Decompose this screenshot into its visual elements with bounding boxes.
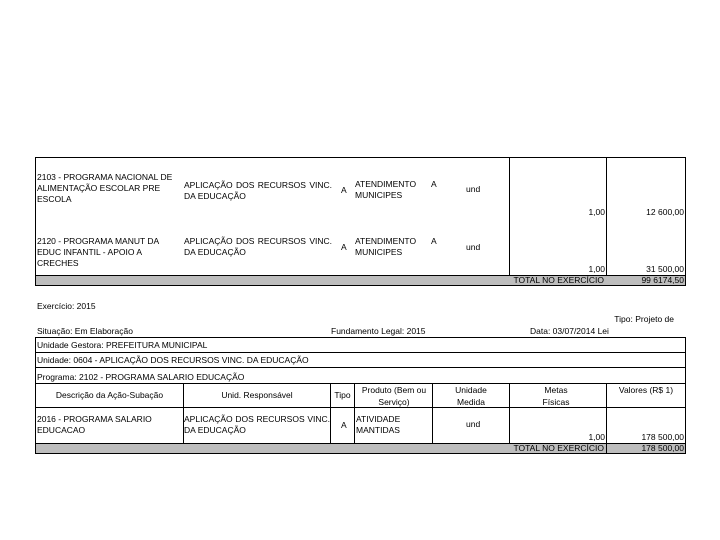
total-label: TOTAL NO EXERCÍCIO xyxy=(513,275,604,285)
table-row-program: 2103 - PROGRAMA NACIONAL DE ALIMENTAÇÃO ESCOLAR PRE ESCOLA xyxy=(37,172,173,204)
table-row-valor: 12 600,00 xyxy=(646,207,684,217)
table-row-valor: 31 500,00 xyxy=(646,264,684,274)
table-row-medida: und xyxy=(466,184,481,194)
programa: Programa: 2102 - PROGRAMA SALARIO EDUCAÇÃO xyxy=(37,372,245,382)
table-row-unit: APLICAÇÃO DOS RECURSOS VINC. DA EDUCAÇÃO xyxy=(184,414,330,435)
tipo-label: Tipo: Projeto de xyxy=(614,314,674,324)
situation-label: Situação: Em Elaboração xyxy=(37,326,133,336)
table-row-program: 2016 - PROGRAMA SALARIO EDUCACAO xyxy=(37,414,152,435)
header-metas: Metas Físicas xyxy=(542,385,570,407)
table-row-tipo: A xyxy=(341,185,347,195)
table-row-meta: 1,00 xyxy=(588,264,605,274)
table-row-tipo: A xyxy=(341,420,347,430)
table-row-product: ATENDIMENTO MUNICIPES xyxy=(355,179,417,200)
header-valores: Valores (R$ 1) xyxy=(618,385,674,395)
header-produto: Produto (Bem ou Serviço) xyxy=(361,385,427,407)
header-medida: Unidade Medida xyxy=(455,385,487,407)
table-row-product-tipo: A xyxy=(431,236,437,246)
table-row-product: ATIVIDADE MANTIDAS xyxy=(356,414,401,435)
data-label: Data: 03/07/2014 Lei xyxy=(530,326,609,336)
total-value: 178 500,00 xyxy=(641,443,684,453)
header-tipo: Tipo xyxy=(334,390,351,400)
table-row-product-tipo: A xyxy=(431,179,437,189)
unidade: Unidade: 0604 - APLICAÇÃO DOS RECURSOS VINC. DA EDUCAÇÃO xyxy=(37,355,309,365)
table-row-meta: 1,00 xyxy=(588,432,605,442)
unidade-gestora: Unidade Gestora: PREFEITURA MUNICIPAL xyxy=(37,340,208,350)
table-row-tipo: A xyxy=(341,242,347,252)
header-unid: Unid. Responsável xyxy=(221,390,293,400)
table-row-program: 2120 - PROGRAMA MANUT DA EDUC INFANTIL - APOIO A CRECHES xyxy=(37,236,159,268)
fundamento-label: Fundamento Legal: 2015 xyxy=(331,326,426,336)
table-row-medida: und xyxy=(466,419,481,429)
exercise-label: Exercício: 2015 xyxy=(37,301,96,311)
table-row-unit: APLICAÇÃO DOS RECURSOS VINC. DA EDUCAÇÃO xyxy=(184,180,332,201)
table-row-product: ATENDIMENTO MUNICIPES xyxy=(355,236,417,257)
table-row-medida: und xyxy=(466,242,481,252)
table-row-valor: 178 500,00 xyxy=(641,432,684,442)
total-label: TOTAL NO EXERCÍCIO xyxy=(513,443,604,453)
table-row-unit: APLICAÇÃO DOS RECURSOS VINC. DA EDUCAÇÃO xyxy=(184,236,332,257)
total-value: 99 6174,50 xyxy=(641,275,684,285)
header-descricao: Descrição da Ação-Subação xyxy=(55,390,164,400)
table-row-meta: 1,00 xyxy=(588,207,605,217)
